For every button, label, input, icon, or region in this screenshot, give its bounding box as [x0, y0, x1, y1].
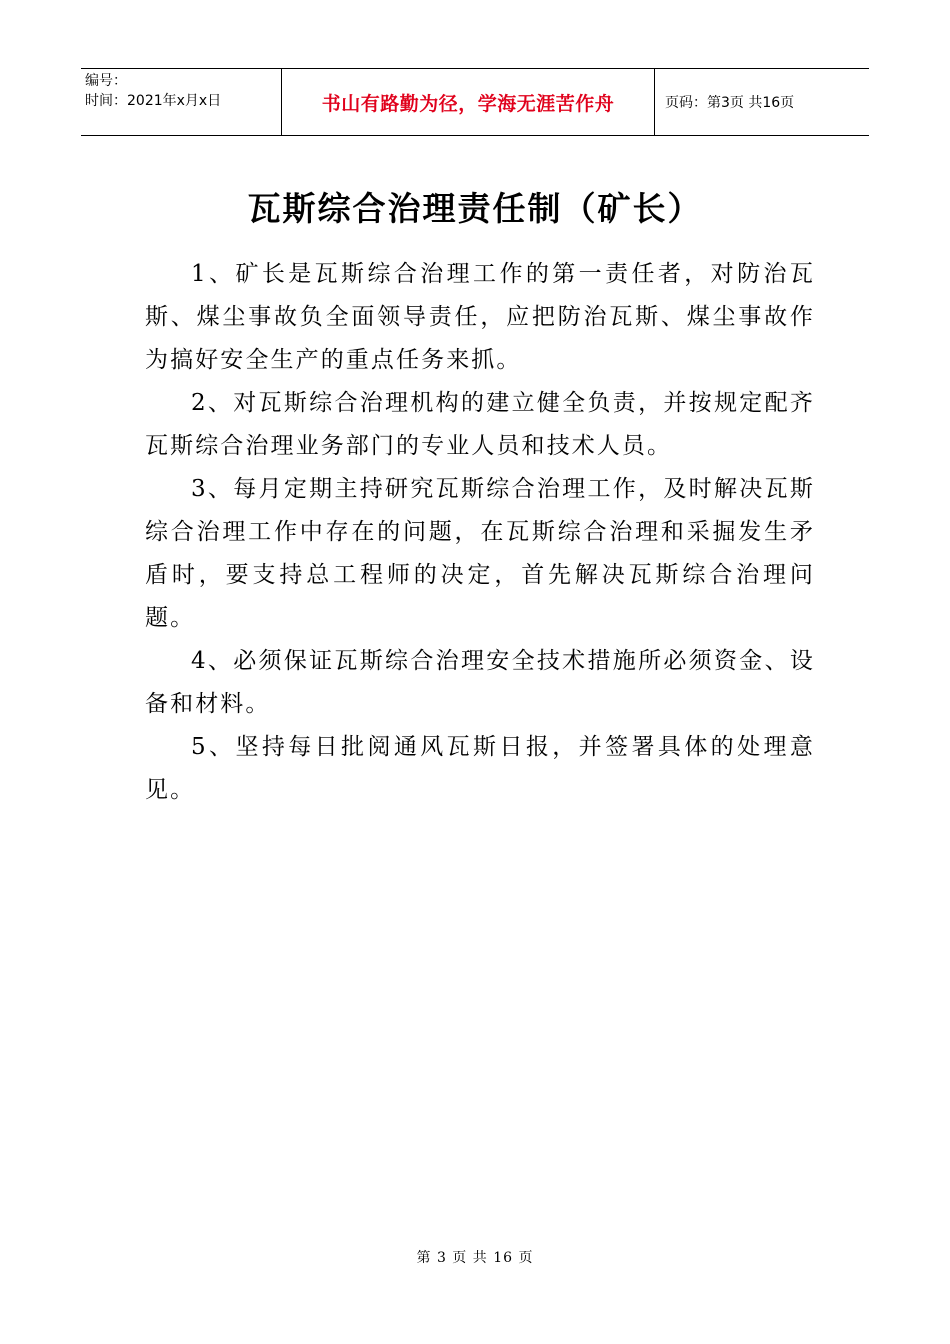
- header-page-cell: [655, 69, 869, 135]
- page-header: [81, 68, 869, 136]
- page-footer: 第 3 页 共 16 页: [416, 1250, 534, 1266]
- header-page-info: 页码：第3页 共16页: [665, 95, 795, 111]
- paragraph-3: 3、每月定期主持研究瓦斯综合治理工作，及时解决瓦斯综合治理工作中存在的问题，在瓦斯综合治理和采掘发生矛盾时，要支持总工程师的决定，首先解决瓦斯综合治理问题。: [145, 476, 815, 631]
- document-title: 瓦斯综合治理责任制（矿长）: [247, 189, 703, 228]
- header-meta-cell: [81, 69, 282, 135]
- paragraph-2: 2、对瓦斯综合治理机构的建立健全负责，并按规定配齐瓦斯综合治理业务部门的专业人员和技术人员。: [145, 390, 815, 459]
- paragraph-5: 5、坚持每日批阅通风瓦斯日报，并签署具体的处理意见。: [145, 734, 815, 803]
- header-motto-cell: [282, 69, 655, 135]
- header-motto: 书山有路勤为径，学海无涯苦作舟: [321, 92, 615, 115]
- paragraph-4: 4、必须保证瓦斯综合治理安全技术措施所必须资金、设备和材料。: [145, 648, 815, 717]
- document-body: [145, 253, 815, 812]
- document-date-label: 时间：2021年x月x日: [85, 93, 222, 109]
- document-number-label: 编号：: [85, 73, 127, 89]
- paragraph-1: 1、矿长是瓦斯综合治理工作的第一责任者，对防治瓦斯、煤尘事故负全面领导责任，应把防治瓦斯、煤尘事故作为搞好安全生产的重点任务来抓。: [145, 261, 815, 373]
